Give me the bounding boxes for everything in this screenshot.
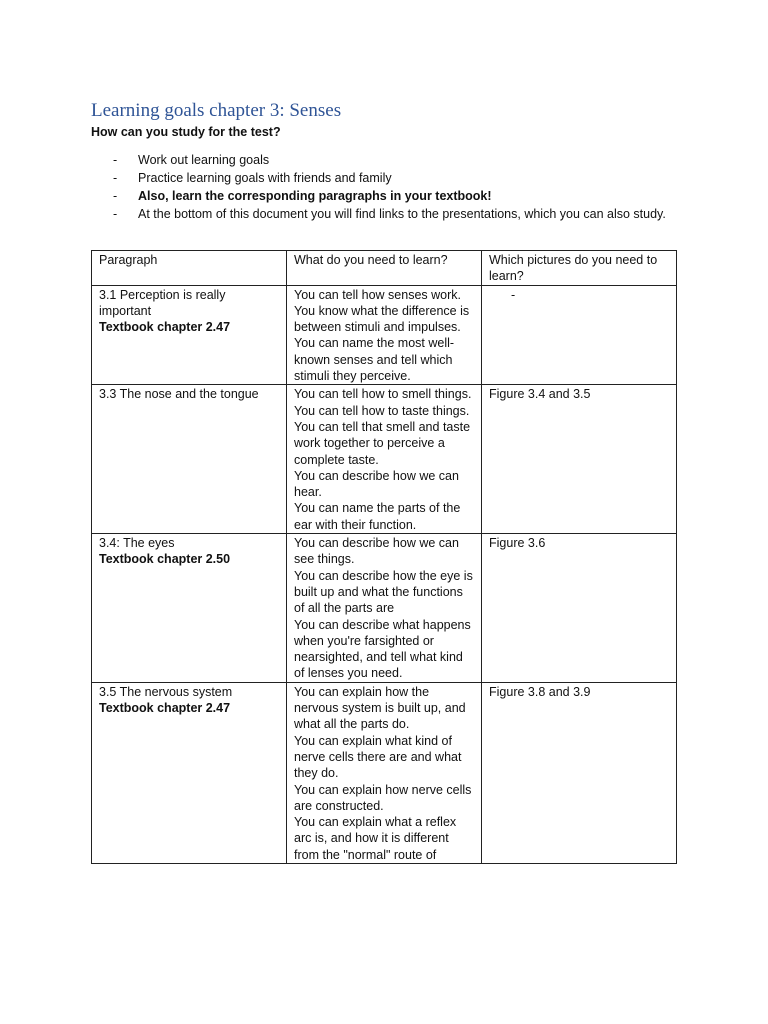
- learning-goal: You can tell how senses work.: [294, 287, 461, 302]
- table-header-row: [92, 251, 677, 286]
- document-subtitle: How can you study for the test?: [91, 125, 281, 139]
- textbook-reference: Textbook chapter 2.50: [99, 552, 231, 567]
- paragraph-cell: [92, 285, 287, 385]
- pictures-cell: [482, 534, 677, 683]
- learning-goal: You can describe how we can see things.: [294, 536, 459, 567]
- learning-goal: You can describe what happens when you're farsighted or nearsighted, and tell what kind of lenses you need.: [294, 617, 471, 681]
- list-item-text: Also, learn the corresponding paragraphs in your textbook!: [138, 189, 492, 203]
- paragraph-cell: [92, 534, 287, 683]
- list-item: [91, 170, 691, 187]
- learning-goal: You can tell that smell and taste work together to perceive a complete taste.: [294, 419, 471, 467]
- learning-goal: You can describe how the eye is built up and what the functions of all the parts are: [294, 568, 473, 616]
- bullet-marker: -: [113, 153, 118, 167]
- paragraph-cell: [92, 682, 287, 863]
- learning-goal: You can explain how the nervous system is built up, and what all the parts do.: [294, 684, 466, 732]
- list-item-text: At the bottom of this document you will find links to the presentations, which you can also study.: [138, 207, 666, 221]
- header-what-to-learn: What do you need to learn?: [287, 251, 482, 286]
- pictures-value: Figure 3.8 and 3.9: [489, 684, 591, 699]
- learning-goal: You know what the difference is between stimuli and impulses.: [294, 303, 470, 335]
- list-item: [91, 206, 691, 223]
- bullet-marker: -: [113, 207, 118, 221]
- pictures-cell: [482, 285, 677, 385]
- learning-goal: You can tell how to taste things.: [294, 403, 470, 418]
- paragraph-name: 3.5 The nervous system: [99, 684, 233, 699]
- pictures-cell: [482, 682, 677, 863]
- document-title: Learning goals chapter 3: Senses: [91, 100, 342, 121]
- learn-cell: [287, 534, 482, 683]
- pictures-value: -: [511, 287, 516, 302]
- pictures-cell: [482, 385, 677, 534]
- study-tips-list: [91, 152, 691, 224]
- list-item-text: Practice learning goals with friends and family: [138, 171, 392, 185]
- bullet-marker: -: [113, 171, 118, 185]
- table-row: [92, 682, 677, 863]
- paragraph-name: 3.3 The nose and the tongue: [99, 387, 259, 402]
- learning-goal: You can explain how nerve cells are constructed.: [294, 782, 472, 813]
- header-paragraph: Paragraph: [92, 251, 287, 286]
- table-row: [92, 285, 677, 385]
- table-row: [92, 385, 677, 534]
- table-row: [92, 534, 677, 683]
- textbook-reference: Textbook chapter 2.47: [99, 320, 231, 335]
- learning-goal: You can describe how we can hear.: [294, 468, 459, 500]
- paragraph-name: 3.1 Perception is really important: [99, 287, 226, 318]
- list-item: [91, 188, 691, 205]
- list-item-text: Work out learning goals: [138, 153, 270, 167]
- paragraph-name: 3.4: The eyes: [99, 536, 175, 551]
- pictures-value: Figure 3.4 and 3.5: [489, 387, 591, 402]
- learn-cell: [287, 682, 482, 863]
- learning-goal: You can name the parts of the ear with their function.: [294, 501, 461, 532]
- pictures-value: Figure 3.6: [489, 536, 546, 551]
- learning-goal: You can name the most well-known senses and tell which stimuli they perceive.: [294, 336, 455, 384]
- paragraph-cell: [92, 385, 287, 534]
- list-item: [91, 152, 691, 169]
- learn-cell: [287, 285, 482, 385]
- learning-goals-table: [91, 250, 677, 864]
- bullet-marker: -: [113, 189, 118, 203]
- learning-goal: You can tell how to smell things.: [294, 387, 472, 402]
- learning-goal: You can explain what kind of nerve cells there are and what they do.: [294, 733, 462, 781]
- textbook-reference: Textbook chapter 2.47: [99, 701, 231, 716]
- learning-goal: You can explain what a reflex arc is, and how it is different from the "normal" route of: [294, 815, 457, 862]
- header-pictures: Which pictures do you need to learn?: [482, 251, 677, 286]
- learn-cell: [287, 385, 482, 534]
